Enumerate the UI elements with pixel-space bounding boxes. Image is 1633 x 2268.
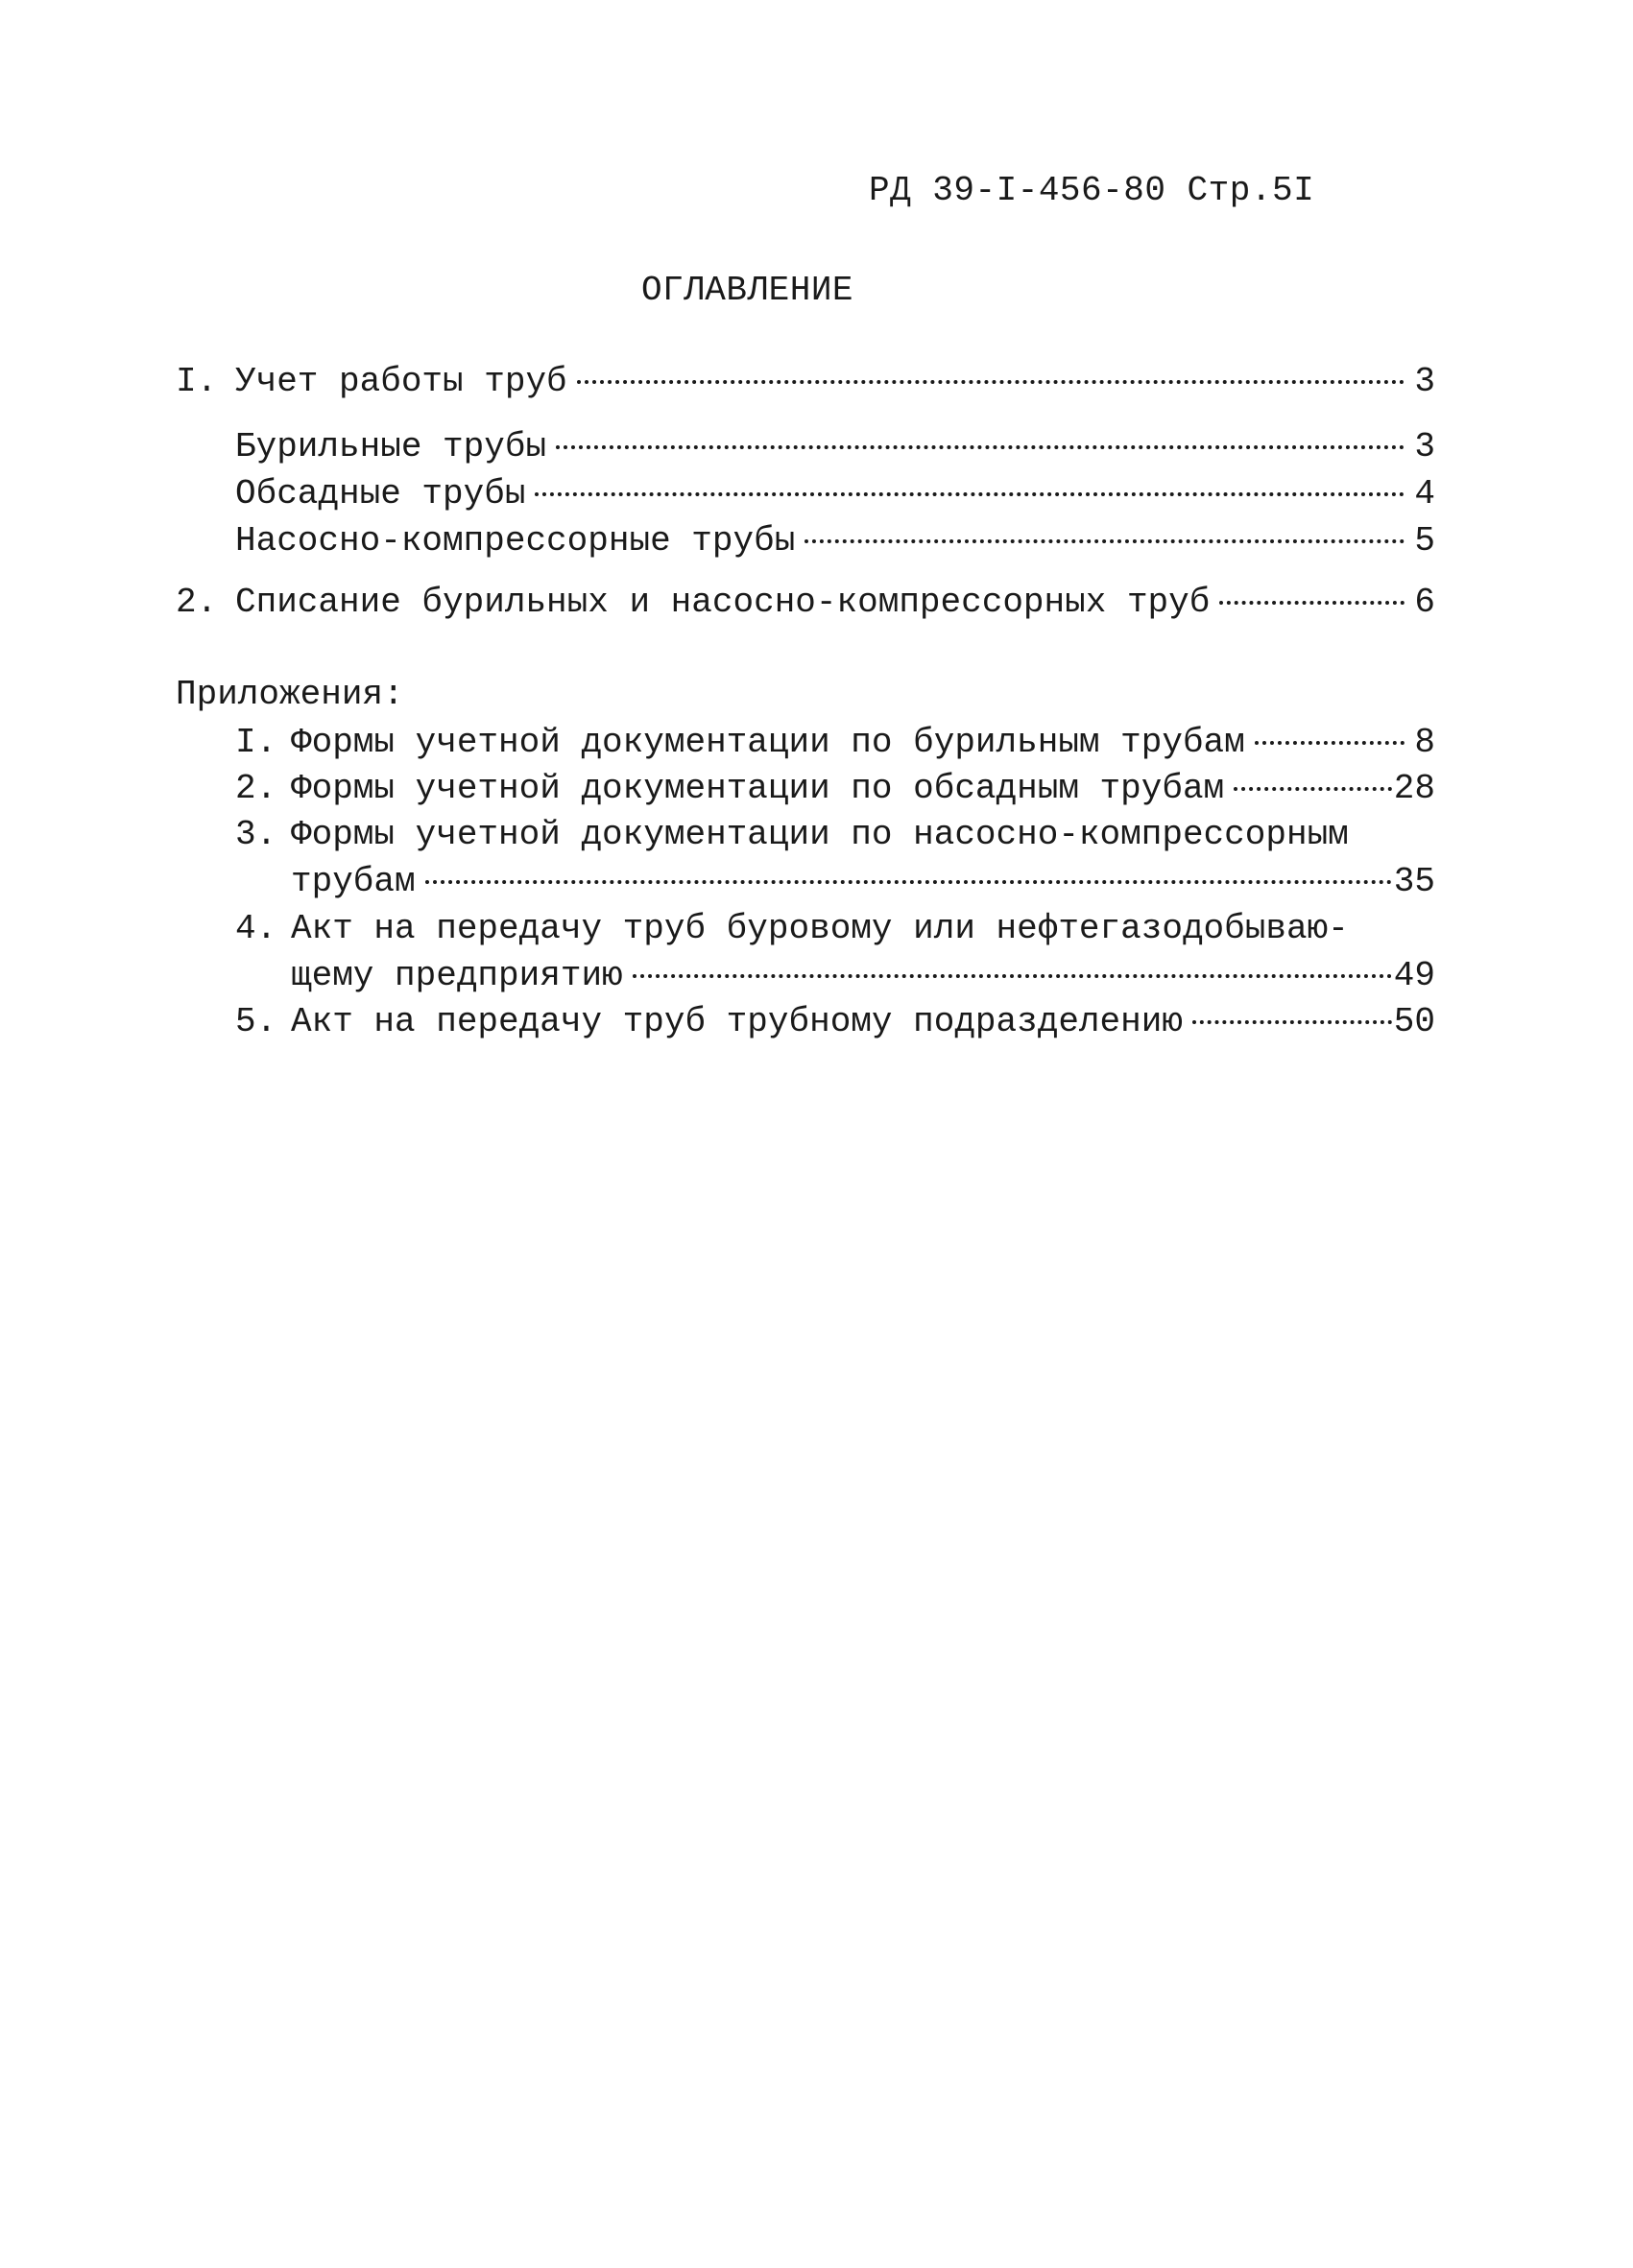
toc-entry-page: 5: [1414, 521, 1435, 561]
toc-entry-page: 28: [1393, 769, 1435, 808]
dot-leader: [556, 445, 1405, 449]
toc-entry-number: 2.: [235, 769, 277, 808]
document-code-header: РД 39-I-456-80 Стр.5I: [869, 171, 1315, 210]
toc-entry-page: 6: [1414, 583, 1435, 622]
toc-entry-label-continued: трубам: [291, 862, 416, 901]
toc-entry-appendix-3-line1: [235, 814, 1349, 856]
toc-title: ОГЛАВЛЕНИЕ: [641, 271, 854, 310]
toc-entry-appendix-1: [235, 722, 1435, 764]
toc-entry-page: 8: [1414, 723, 1435, 762]
dot-leader: [1192, 1020, 1392, 1024]
dot-leader: [804, 539, 1405, 543]
toc-entry-appendix-2: [235, 768, 1435, 810]
appendices-heading: Приложения:: [176, 675, 404, 714]
toc-entry-casing-pipes: [235, 473, 1435, 515]
toc-entry-label: Списание бурильных и насосно-компрессорных труб: [235, 583, 1211, 622]
toc-entry-number: 2.: [176, 583, 218, 622]
dot-leader: [633, 974, 1392, 978]
toc-entry-number: 5.: [235, 1002, 277, 1041]
toc-entry-number: 4.: [235, 909, 277, 948]
toc-entry-appendix-3-line2: [291, 861, 1435, 903]
toc-entry-number: I.: [176, 362, 218, 401]
toc-entry-page: 4: [1414, 474, 1435, 513]
toc-entry-label: Акт на передачу труб трубному подразделению: [291, 1002, 1183, 1041]
dot-leader: [1255, 741, 1405, 745]
toc-entry-label: Насосно-компрессорные трубы: [235, 521, 796, 561]
dot-leader: [1219, 601, 1405, 605]
toc-entry-label: Формы учетной документации по насосно-компрессорным: [291, 815, 1349, 854]
dot-leader: [577, 380, 1405, 384]
dot-leader: [425, 880, 1392, 884]
toc-entry-section-2: [176, 582, 1435, 624]
dot-leader: [535, 492, 1405, 496]
toc-entry-page: 3: [1414, 427, 1435, 466]
toc-entry-appendix-4-line1: [235, 908, 1349, 950]
toc-entry-appendix-4-line2: [291, 955, 1435, 997]
toc-entry-label: Формы учетной документации по обсадным трубам: [291, 769, 1225, 808]
toc-entry-label: Учет работы труб: [235, 362, 567, 401]
toc-entry-tubing-pipes: [235, 520, 1435, 562]
toc-entry-number: I.: [235, 723, 277, 762]
toc-entry-label: Бурильные трубы: [235, 427, 547, 466]
toc-entry-label-continued: щему предприятию: [291, 956, 623, 995]
toc-entry-page: 49: [1393, 956, 1435, 995]
dot-leader: [1234, 787, 1392, 791]
toc-entry-page: 3: [1414, 362, 1435, 401]
toc-entry-label: Обсадные трубы: [235, 474, 526, 513]
toc-entry-page: 50: [1393, 1002, 1435, 1041]
toc-entry-appendix-5: [235, 1001, 1435, 1043]
toc-entry-page: 35: [1393, 862, 1435, 901]
toc-entry-label: Формы учетной документации по бурильным трубам: [291, 723, 1245, 762]
toc-entry-number: 3.: [235, 815, 277, 854]
toc-entry-label: Акт на передачу труб буровому или нефтегазодобываю-: [291, 909, 1349, 948]
toc-entry-drill-pipes: [235, 426, 1435, 468]
toc-entry-section-1: [176, 361, 1435, 403]
